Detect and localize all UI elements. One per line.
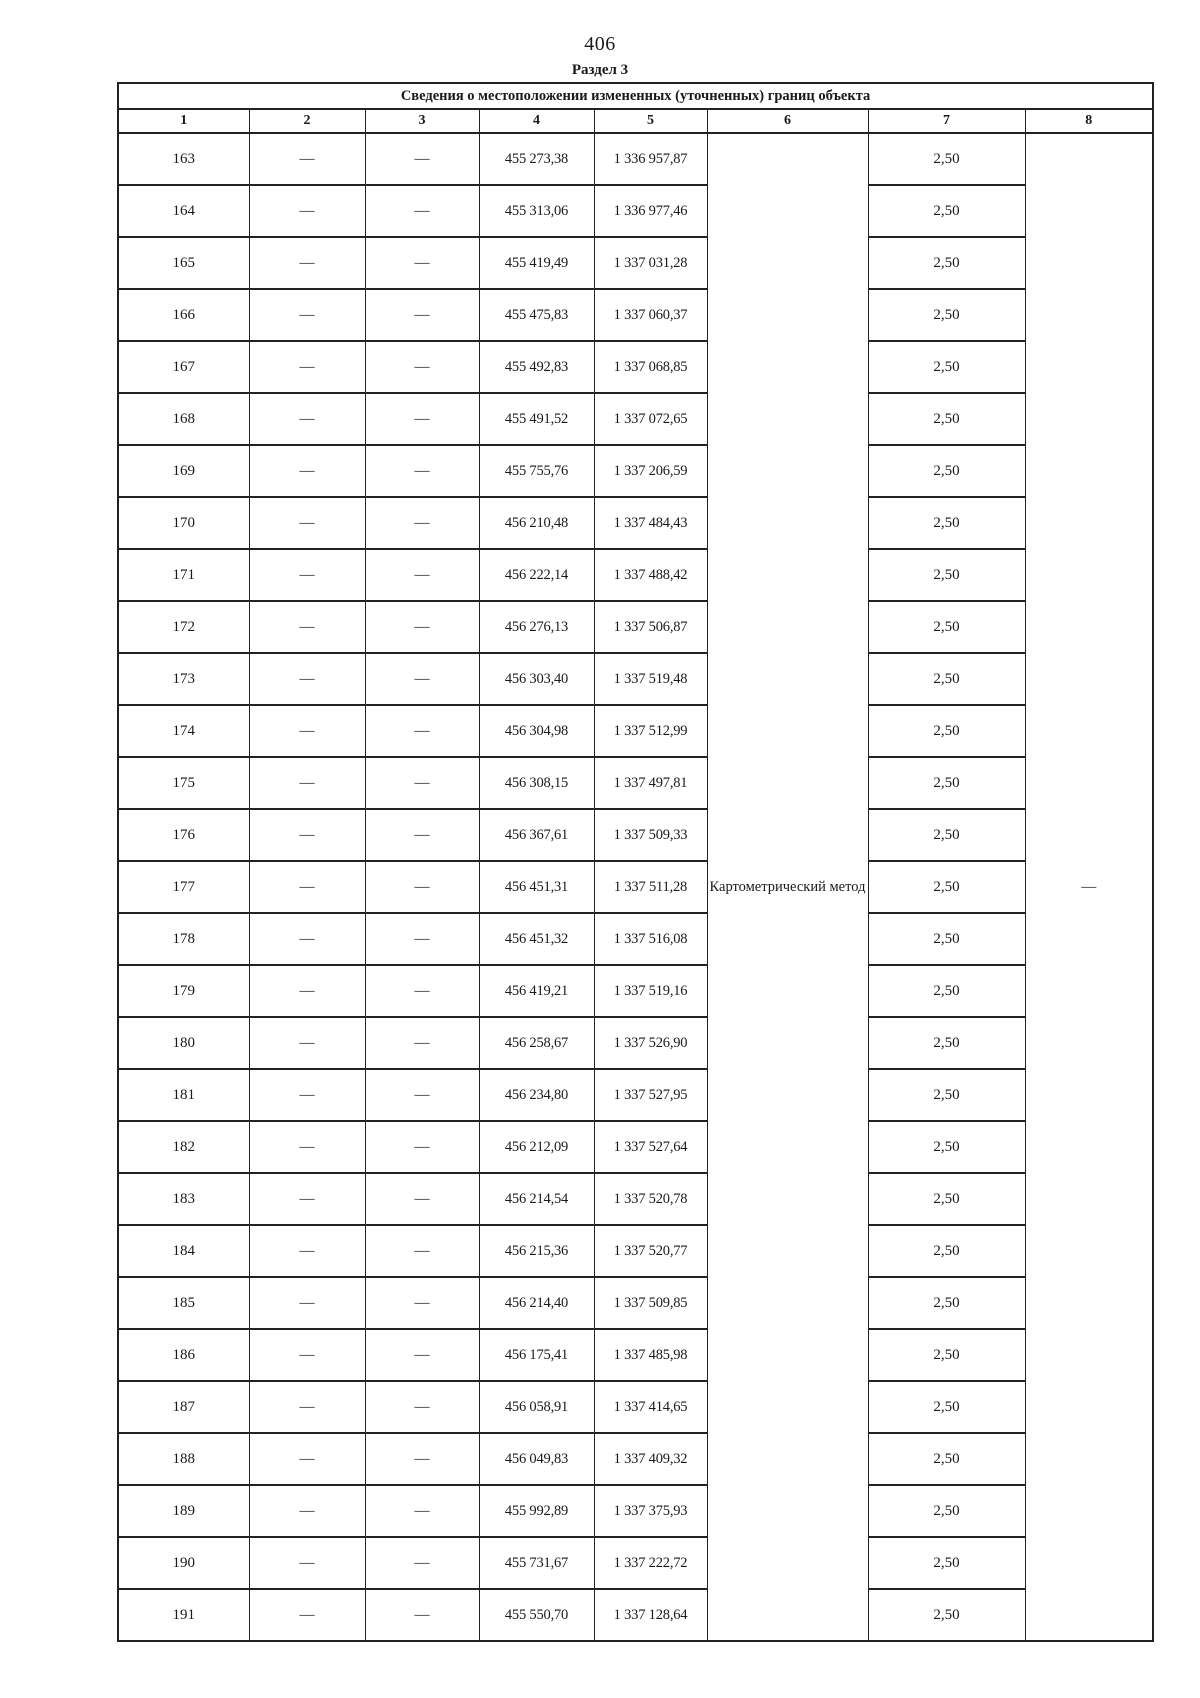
x-coordinate-cell: 456 175,41	[479, 1329, 594, 1381]
column-3-cell: —	[365, 341, 479, 393]
y-coordinate-cell: 1 337 222,72	[594, 1537, 707, 1589]
column-3-cell: —	[365, 705, 479, 757]
point-number-cell: 173	[118, 653, 249, 705]
point-number-cell: 187	[118, 1381, 249, 1433]
column-3-cell: —	[365, 1381, 479, 1433]
table-row	[118, 705, 1153, 757]
column-3-cell: —	[365, 1329, 479, 1381]
column-2-cell: —	[249, 445, 365, 497]
point-number-cell: 171	[118, 549, 249, 601]
column-3-cell: —	[365, 393, 479, 445]
column-2-cell: —	[249, 1537, 365, 1589]
point-number-cell: 189	[118, 1485, 249, 1537]
column-2-cell: —	[249, 913, 365, 965]
column-3-cell: —	[365, 965, 479, 1017]
x-coordinate-cell: 456 212,09	[479, 1121, 594, 1173]
accuracy-cell: 2,50	[868, 1017, 1025, 1069]
column-3-cell: —	[365, 1173, 479, 1225]
x-coordinate-cell: 456 451,32	[479, 913, 594, 965]
x-coordinate-cell: 456 222,14	[479, 549, 594, 601]
column-2-cell: —	[249, 653, 365, 705]
point-number-cell: 164	[118, 185, 249, 237]
point-number-cell: 179	[118, 965, 249, 1017]
column-3-cell: —	[365, 757, 479, 809]
point-number-cell: 168	[118, 393, 249, 445]
accuracy-cell: 2,50	[868, 341, 1025, 393]
accuracy-cell: 2,50	[868, 913, 1025, 965]
column-2-cell: —	[249, 1381, 365, 1433]
y-coordinate-cell: 1 337 512,99	[594, 705, 707, 757]
table-row	[118, 1381, 1153, 1433]
table-row	[118, 1433, 1153, 1485]
y-coordinate-cell: 1 337 526,90	[594, 1017, 707, 1069]
table-row	[118, 1017, 1153, 1069]
column-2-cell: —	[249, 185, 365, 237]
table-row	[118, 1589, 1153, 1641]
table-row	[118, 1485, 1153, 1537]
column-number: 3	[365, 109, 479, 133]
point-number-cell: 174	[118, 705, 249, 757]
table-row	[118, 549, 1153, 601]
table-row	[118, 133, 1153, 185]
accuracy-cell: 2,50	[868, 809, 1025, 861]
x-coordinate-cell: 456 049,83	[479, 1433, 594, 1485]
x-coordinate-cell: 456 214,40	[479, 1277, 594, 1329]
table-caption-row	[118, 83, 1153, 109]
point-number-cell: 186	[118, 1329, 249, 1381]
column-2-cell: —	[249, 1121, 365, 1173]
column-2-cell: —	[249, 1277, 365, 1329]
point-number-cell: 166	[118, 289, 249, 341]
table-row	[118, 601, 1153, 653]
x-coordinate-cell: 456 451,31	[479, 861, 594, 913]
point-number-cell: 190	[118, 1537, 249, 1589]
column-3-cell: —	[365, 809, 479, 861]
accuracy-cell: 2,50	[868, 601, 1025, 653]
column-2-cell: —	[249, 341, 365, 393]
point-number-cell: 182	[118, 1121, 249, 1173]
y-coordinate-cell: 1 337 509,85	[594, 1277, 707, 1329]
point-number-cell: 177	[118, 861, 249, 913]
accuracy-cell: 2,50	[868, 705, 1025, 757]
y-coordinate-cell: 1 337 072,65	[594, 393, 707, 445]
x-coordinate-cell: 456 210,48	[479, 497, 594, 549]
accuracy-cell: 2,50	[868, 497, 1025, 549]
y-coordinate-cell: 1 337 511,28	[594, 861, 707, 913]
column-2-cell: —	[249, 1485, 365, 1537]
table-row	[118, 289, 1153, 341]
point-number-cell: 169	[118, 445, 249, 497]
column-3-cell: —	[365, 1589, 479, 1641]
column-2-cell: —	[249, 601, 365, 653]
column-3-cell: —	[365, 1017, 479, 1069]
table-row	[118, 965, 1153, 1017]
accuracy-cell: 2,50	[868, 289, 1025, 341]
point-number-cell: 167	[118, 341, 249, 393]
accuracy-cell: 2,50	[868, 237, 1025, 289]
y-coordinate-cell: 1 337 506,87	[594, 601, 707, 653]
x-coordinate-cell: 455 550,70	[479, 1589, 594, 1641]
accuracy-cell: 2,50	[868, 1173, 1025, 1225]
column-2-cell: —	[249, 497, 365, 549]
y-coordinate-cell: 1 337 527,64	[594, 1121, 707, 1173]
point-number-cell: 184	[118, 1225, 249, 1277]
column-number: 4	[479, 109, 594, 133]
y-coordinate-cell: 1 336 977,46	[594, 185, 707, 237]
table-row	[118, 341, 1153, 393]
column-number-row	[118, 109, 1153, 133]
y-coordinate-cell: 1 337 128,64	[594, 1589, 707, 1641]
column-2-cell: —	[249, 289, 365, 341]
point-number-cell: 191	[118, 1589, 249, 1641]
table-row	[118, 237, 1153, 289]
point-number-cell: 163	[118, 133, 249, 185]
point-number-cell: 170	[118, 497, 249, 549]
column-2-cell: —	[249, 1225, 365, 1277]
column-2-cell: —	[249, 861, 365, 913]
accuracy-cell: 2,50	[868, 1277, 1025, 1329]
point-number-cell: 165	[118, 237, 249, 289]
table-row	[118, 913, 1153, 965]
point-number-cell: 175	[118, 757, 249, 809]
accuracy-cell: 2,50	[868, 445, 1025, 497]
accuracy-cell: 2,50	[868, 1329, 1025, 1381]
table-row	[118, 1329, 1153, 1381]
column-3-cell: —	[365, 549, 479, 601]
y-coordinate-cell: 1 337 068,85	[594, 341, 707, 393]
table-row	[118, 1069, 1153, 1121]
accuracy-cell: 2,50	[868, 757, 1025, 809]
column-3-cell: —	[365, 1069, 479, 1121]
x-coordinate-cell: 456 058,91	[479, 1381, 594, 1433]
table-row	[118, 1537, 1153, 1589]
column-2-cell: —	[249, 1069, 365, 1121]
column-2-cell: —	[249, 1329, 365, 1381]
accuracy-cell: 2,50	[868, 1121, 1025, 1173]
table-caption: Сведения о местоположении измененных (уточненных) границ объекта	[118, 83, 1153, 109]
y-coordinate-cell: 1 337 375,93	[594, 1485, 707, 1537]
point-number-cell: 176	[118, 809, 249, 861]
x-coordinate-cell: 455 755,76	[479, 445, 594, 497]
x-coordinate-cell: 455 491,52	[479, 393, 594, 445]
point-number-cell: 178	[118, 913, 249, 965]
column-3-cell: —	[365, 1225, 479, 1277]
y-coordinate-cell: 1 337 519,48	[594, 653, 707, 705]
column-2-cell: —	[249, 133, 365, 185]
x-coordinate-cell: 456 308,15	[479, 757, 594, 809]
y-coordinate-cell: 1 337 031,28	[594, 237, 707, 289]
table-row	[118, 1173, 1153, 1225]
accuracy-cell: 2,50	[868, 1589, 1025, 1641]
accuracy-cell: 2,50	[868, 1485, 1025, 1537]
x-coordinate-cell: 455 992,89	[479, 1485, 594, 1537]
column-3-cell: —	[365, 1433, 479, 1485]
y-coordinate-cell: 1 337 409,32	[594, 1433, 707, 1485]
y-coordinate-cell: 1 337 520,77	[594, 1225, 707, 1277]
y-coordinate-cell: 1 337 414,65	[594, 1381, 707, 1433]
x-coordinate-cell: 456 276,13	[479, 601, 594, 653]
column-2-cell: —	[249, 549, 365, 601]
column-3-cell: —	[365, 1485, 479, 1537]
table-row	[118, 393, 1153, 445]
accuracy-cell: 2,50	[868, 861, 1025, 913]
point-number-cell: 183	[118, 1173, 249, 1225]
column-2-cell: —	[249, 965, 365, 1017]
y-coordinate-cell: 1 337 060,37	[594, 289, 707, 341]
y-coordinate-cell: 1 337 520,78	[594, 1173, 707, 1225]
y-coordinate-cell: 1 337 497,81	[594, 757, 707, 809]
accuracy-cell: 2,50	[868, 1225, 1025, 1277]
table-row	[118, 861, 1153, 913]
point-number-cell: 188	[118, 1433, 249, 1485]
column-2-cell: —	[249, 1173, 365, 1225]
method-cell: Картометрический метод	[707, 133, 868, 1641]
accuracy-cell: 2,50	[868, 1433, 1025, 1485]
table-row	[118, 653, 1153, 705]
column-number: 6	[707, 109, 868, 133]
accuracy-cell: 2,50	[868, 133, 1025, 185]
table-row	[118, 809, 1153, 861]
x-coordinate-cell: 455 313,06	[479, 185, 594, 237]
x-coordinate-cell: 455 419,49	[479, 237, 594, 289]
y-coordinate-cell: 1 337 516,08	[594, 913, 707, 965]
column-3-cell: —	[365, 601, 479, 653]
table-row	[118, 497, 1153, 549]
x-coordinate-cell: 456 215,36	[479, 1225, 594, 1277]
accuracy-cell: 2,50	[868, 1381, 1025, 1433]
x-coordinate-cell: 456 419,21	[479, 965, 594, 1017]
table-row	[118, 445, 1153, 497]
boundary-coordinates-table	[117, 82, 1154, 1642]
accuracy-cell: 2,50	[868, 1537, 1025, 1589]
table-row	[118, 1121, 1153, 1173]
column-3-cell: —	[365, 1537, 479, 1589]
accuracy-cell: 2,50	[868, 549, 1025, 601]
column-3-cell: —	[365, 1277, 479, 1329]
accuracy-cell: 2,50	[868, 1069, 1025, 1121]
column-number: 2	[249, 109, 365, 133]
column-number: 5	[594, 109, 707, 133]
accuracy-cell: 2,50	[868, 965, 1025, 1017]
x-coordinate-cell: 456 303,40	[479, 653, 594, 705]
column-number: 1	[118, 109, 249, 133]
y-coordinate-cell: 1 337 527,95	[594, 1069, 707, 1121]
x-coordinate-cell: 455 731,67	[479, 1537, 594, 1589]
point-number-cell: 172	[118, 601, 249, 653]
column-number: 8	[1025, 109, 1153, 133]
column-2-cell: —	[249, 393, 365, 445]
column-3-cell: —	[365, 653, 479, 705]
x-coordinate-cell: 456 258,67	[479, 1017, 594, 1069]
column-3-cell: —	[365, 289, 479, 341]
table-row	[118, 757, 1153, 809]
x-coordinate-cell: 456 367,61	[479, 809, 594, 861]
point-number-cell: 181	[118, 1069, 249, 1121]
column-3-cell: —	[365, 237, 479, 289]
y-coordinate-cell: 1 337 484,43	[594, 497, 707, 549]
column-2-cell: —	[249, 809, 365, 861]
column-number: 7	[868, 109, 1025, 133]
column-2-cell: —	[249, 1433, 365, 1485]
column-3-cell: —	[365, 1121, 479, 1173]
accuracy-cell: 2,50	[868, 185, 1025, 237]
column-2-cell: —	[249, 1589, 365, 1641]
table-row	[118, 185, 1153, 237]
y-coordinate-cell: 1 336 957,87	[594, 133, 707, 185]
x-coordinate-cell: 455 475,83	[479, 289, 594, 341]
column-3-cell: —	[365, 861, 479, 913]
column-2-cell: —	[249, 757, 365, 809]
accuracy-cell: 2,50	[868, 393, 1025, 445]
y-coordinate-cell: 1 337 485,98	[594, 1329, 707, 1381]
column-3-cell: —	[365, 497, 479, 549]
section-title: Раздел 3	[571, 62, 629, 78]
column-2-cell: —	[249, 237, 365, 289]
point-number-cell: 185	[118, 1277, 249, 1329]
accuracy-cell: 2,50	[868, 653, 1025, 705]
x-coordinate-cell: 455 492,83	[479, 341, 594, 393]
y-coordinate-cell: 1 337 509,33	[594, 809, 707, 861]
table-row	[118, 1277, 1153, 1329]
point-number-cell: 180	[118, 1017, 249, 1069]
column-3-cell: —	[365, 185, 479, 237]
column-3-cell: —	[365, 913, 479, 965]
column-3-cell: —	[365, 445, 479, 497]
y-coordinate-cell: 1 337 519,16	[594, 965, 707, 1017]
x-coordinate-cell: 456 214,54	[479, 1173, 594, 1225]
column-3-cell: —	[365, 133, 479, 185]
page-number: 406	[584, 33, 616, 55]
column-8-cell: —	[1025, 133, 1153, 1641]
column-2-cell: —	[249, 1017, 365, 1069]
x-coordinate-cell: 455 273,38	[479, 133, 594, 185]
table-row	[118, 1225, 1153, 1277]
x-coordinate-cell: 456 234,80	[479, 1069, 594, 1121]
y-coordinate-cell: 1 337 488,42	[594, 549, 707, 601]
x-coordinate-cell: 456 304,98	[479, 705, 594, 757]
column-2-cell: —	[249, 705, 365, 757]
y-coordinate-cell: 1 337 206,59	[594, 445, 707, 497]
